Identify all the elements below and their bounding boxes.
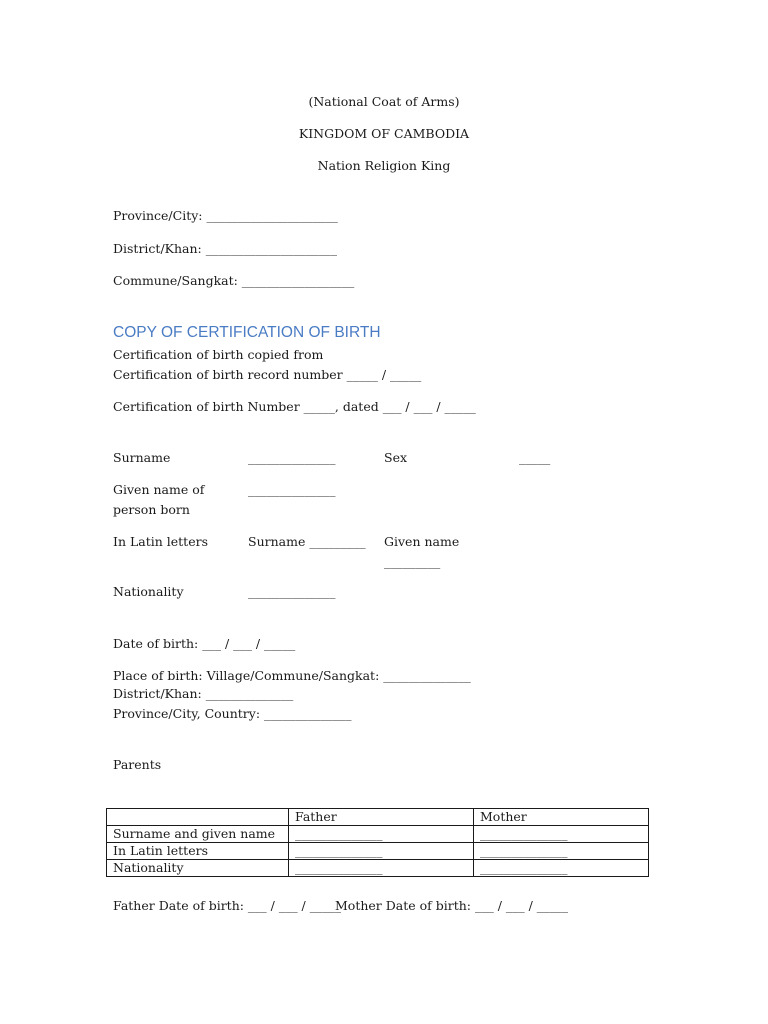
district-khan-field: District/Khan: _____________________ (113, 241, 337, 256)
table-header-row (107, 809, 649, 826)
table-cell: ______________ (289, 843, 474, 860)
table-cell: ______________ (474, 860, 649, 877)
table-cell: ______________ (289, 826, 474, 843)
parents-label: Parents (113, 757, 162, 772)
table-row (107, 826, 649, 843)
parents-table (106, 808, 649, 877)
table-header-mother: Mother (474, 809, 649, 826)
sex-value: _____ (519, 450, 551, 465)
national-motto: Nation Religion King (317, 158, 451, 173)
record-number-line: Certification of birth record number _____ / _____ (113, 367, 422, 382)
place-district-line: District/Khan: ______________ (113, 686, 294, 701)
latin-given-name-label: Given name (384, 534, 460, 549)
given-name-label: Given name of (113, 482, 205, 497)
latin-letters-label: In Latin letters (113, 534, 208, 549)
place-province-line: Province/City, Country: ______________ (113, 706, 352, 721)
given-name-value: ______________ (248, 482, 336, 497)
table-cell: Nationality (107, 860, 289, 877)
table-header-father: Father (289, 809, 474, 826)
table-row (107, 843, 649, 860)
latin-given-name-value: _________ (384, 554, 441, 569)
table-header-cell (107, 809, 289, 826)
table-cell: ______________ (474, 843, 649, 860)
father-dob-line: Father Date of birth: ___ / ___ / _____ (113, 898, 341, 913)
nationality-value: ______________ (248, 584, 336, 599)
table-cell: In Latin letters (107, 843, 289, 860)
place-of-birth-line: Place of birth: Village/Commune/Sangkat: ______________ (113, 668, 471, 683)
surname-label: Surname (113, 450, 171, 465)
given-name-label-cont: person born (113, 502, 190, 517)
mother-dob-line: Mother Date of birth: ___ / ___ / _____ (335, 898, 569, 913)
province-city-field: Province/City: _____________________ (113, 208, 338, 223)
certificate-number-line: Certification of birth Number _____, dated ___ / ___ / _____ (113, 399, 476, 414)
commune-sangkat-field: Commune/Sangkat: __________________ (113, 273, 355, 288)
date-of-birth-line: Date of birth: ___ / ___ / _____ (113, 636, 296, 651)
table-cell: ______________ (474, 826, 649, 843)
latin-surname-field: Surname _________ (248, 534, 366, 549)
kingdom-title: KINGDOM OF CAMBODIA (298, 126, 470, 141)
sex-label: Sex (384, 450, 408, 465)
table-cell: Surname and given name (107, 826, 289, 843)
document-title: COPY OF CERTIFICATION OF BIRTH (113, 324, 381, 341)
coat-of-arms-placeholder: (National Coat of Arms) (308, 94, 460, 109)
table-row (107, 860, 649, 877)
copied-from-line: Certification of birth copied from (113, 347, 324, 362)
surname-value: ______________ (248, 450, 336, 465)
nationality-label: Nationality (113, 584, 184, 599)
table-cell: ______________ (289, 860, 474, 877)
